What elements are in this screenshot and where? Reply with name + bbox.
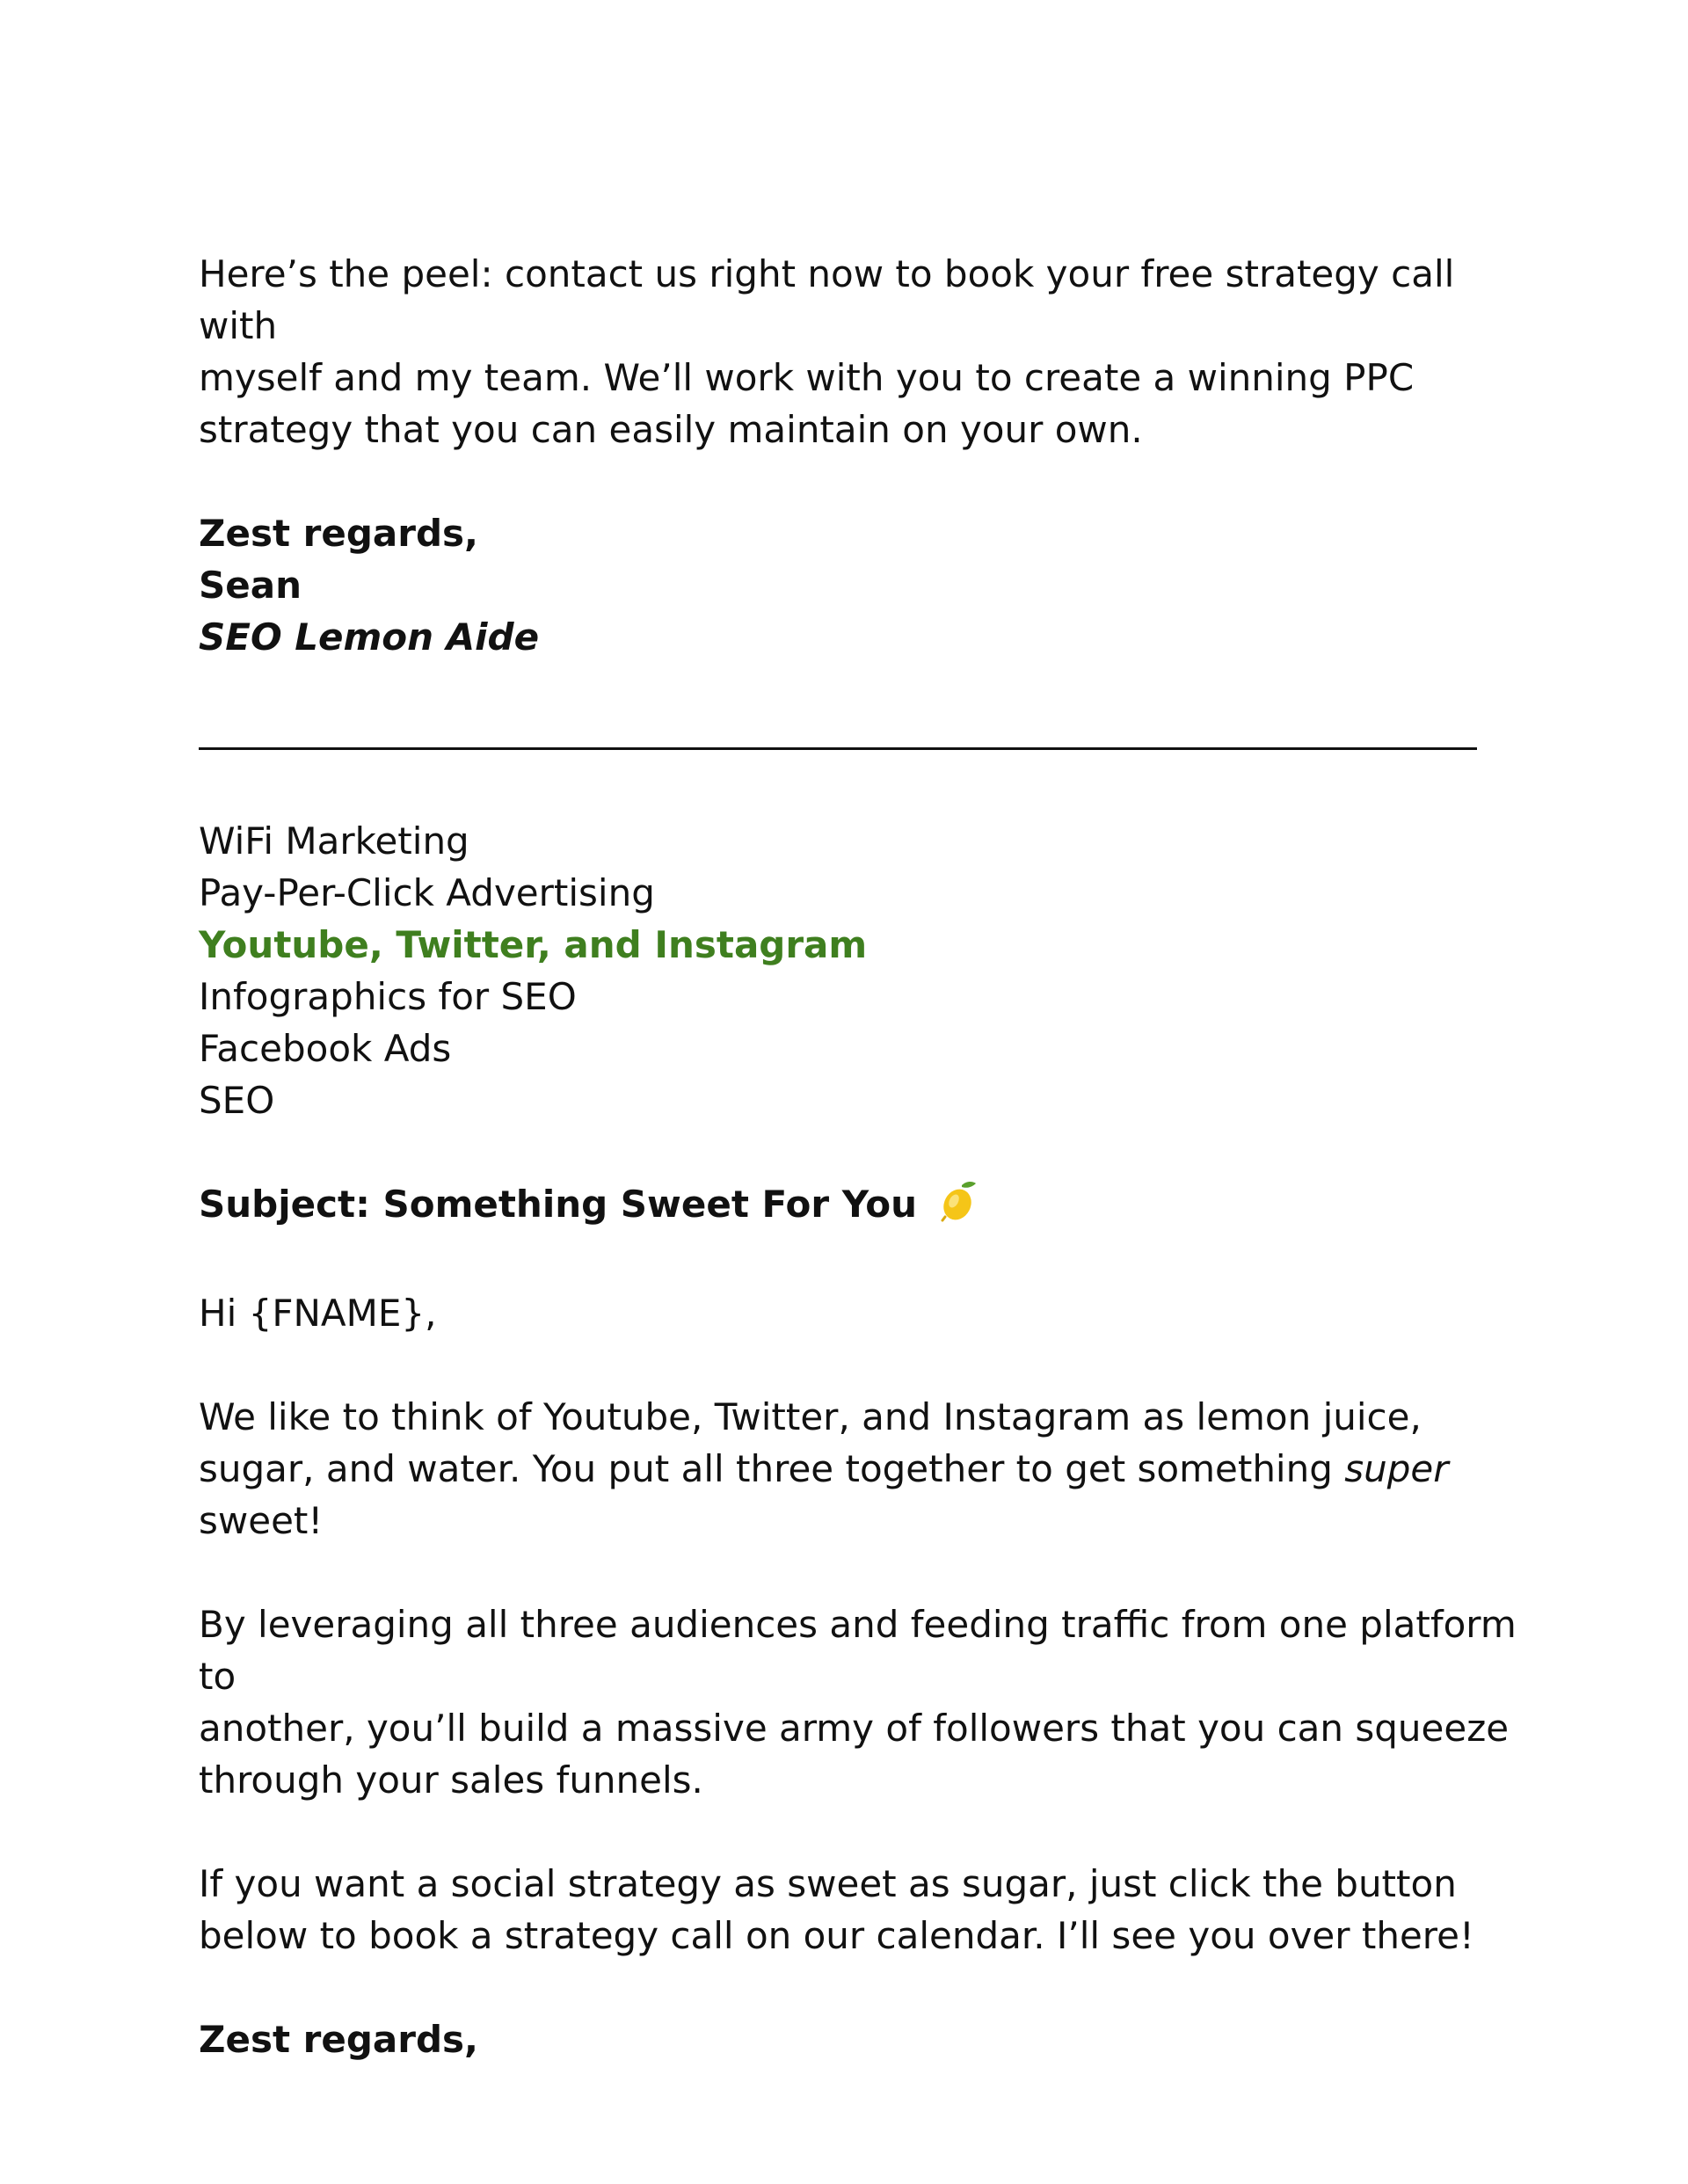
paragraph-line: We like to think of Youtube, Twitter, and Instagram as lemon juice,: [199, 1395, 1422, 1438]
intro-line: myself and my team. We’ll work with you to create a winning PPC: [199, 356, 1415, 399]
paragraph-line: another, you’ll build a massive army of followers that you can squeeze: [199, 1707, 1510, 1750]
paragraph-line: through your sales funnels.: [199, 1758, 703, 1802]
service-item: Facebook Ads: [199, 1027, 452, 1070]
paragraph-line: If you want a social strategy as sweet as sugar, just click the button: [199, 1862, 1457, 1905]
signature-name: Sean: [199, 564, 302, 607]
email-paragraph-3: [199, 1858, 1517, 1962]
service-item-highlighted: Youtube, Twitter, and Instagram: [199, 923, 868, 966]
service-item: Pay-Per-Click Advertising: [199, 871, 655, 914]
paragraph-text: sugar, and water. You put all three together to get something: [199, 1447, 1345, 1490]
paragraph-line: [199, 1443, 1517, 1495]
signature-block: [199, 507, 1517, 663]
paragraph-line: sweet!: [199, 1499, 324, 1542]
paragraph-line: below to book a strategy call on our calendar. I’ll see you over there!: [199, 1914, 1474, 1957]
services-list: [199, 815, 1517, 1126]
email-subject-line: [199, 1178, 1517, 1235]
email-subject: Subject: Something Sweet For You: [199, 1183, 918, 1226]
service-item: SEO: [199, 1079, 275, 1122]
email-greeting: Hi {FNAME},: [199, 1292, 437, 1335]
email-paragraph-2: [199, 1598, 1517, 1806]
signature-closing: Zest regards,: [199, 512, 478, 555]
email-closing: Zest regards,: [199, 2018, 478, 2061]
section-divider: [199, 747, 1477, 750]
emphasis-text: super: [1344, 1447, 1449, 1490]
email-paragraph-1: [199, 1391, 1517, 1547]
intro-line: strategy that you can easily maintain on your own.: [199, 408, 1143, 451]
service-item: Infographics for SEO: [199, 975, 577, 1018]
intro-line: Here’s the peel: contact us right now to book your free strategy call with: [199, 252, 1455, 347]
signature-company: SEO Lemon Aide: [199, 615, 540, 659]
lemon-icon: [939, 1178, 979, 1235]
paragraph-line: By leveraging all three audiences and feeding traffic from one platform to: [199, 1603, 1517, 1698]
intro-paragraph: [199, 248, 1517, 455]
document-body: [199, 248, 1517, 2065]
service-item: WiFi Marketing: [199, 819, 469, 863]
